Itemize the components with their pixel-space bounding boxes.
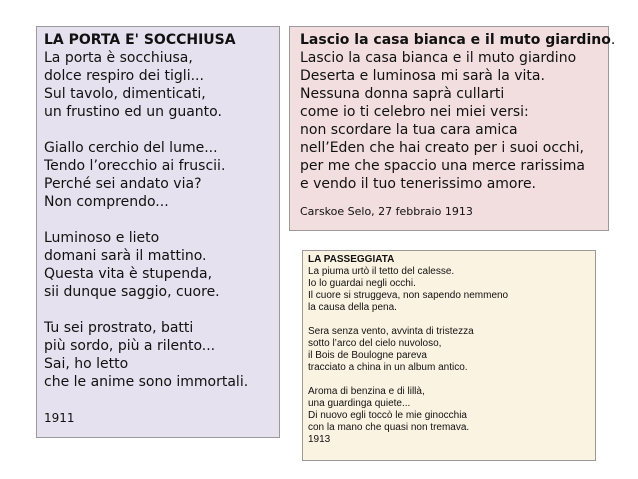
poem-card-passeggiata: [302, 250, 596, 461]
poem-line: Giallo cerchio del lume...: [44, 140, 218, 156]
poem-line: Non comprendo...: [44, 194, 169, 210]
poem-card-casa-bianca: [289, 26, 616, 231]
poem-line: più sordo, più a rilento...: [44, 338, 216, 354]
poem-stanza: [308, 266, 591, 314]
poem-line: Nessuna donna saprà cullarti: [300, 86, 505, 102]
poem-line: Tendo l’orecchio ai fruscii.: [44, 158, 226, 174]
poem-line: La piuma urtò il tetto del calesse.: [308, 266, 455, 277]
poem-stanza: [44, 49, 273, 121]
poem-line: Tu sei prostrato, batti: [44, 320, 194, 336]
poem-line: Perché sei andato via?: [44, 176, 202, 192]
poem-line: Sul tavolo, dimenticati,: [44, 86, 206, 102]
poem-line: un frustino ed un guanto.: [44, 104, 222, 120]
poem-line: La porta è socchiusa,: [44, 50, 193, 66]
poem-line: dolce respiro dei tigli...: [44, 68, 204, 84]
poem-title-row: [300, 31, 616, 49]
poem-line: Lascio la casa bianca e il muto giardino: [300, 50, 577, 66]
poem-line: una guardinga quiete...: [308, 398, 411, 409]
poem-line: la causa della pena.: [308, 302, 397, 313]
poem-stanza: [44, 319, 273, 391]
poem-line: come io ti celebro nei miei versi:: [300, 104, 529, 120]
poem-line: il Bois de Boulogne pareva: [308, 350, 427, 361]
poem-date: 1913: [308, 434, 331, 445]
poem-card-porta-socchiusa: [36, 26, 280, 438]
poem-line: Luminoso e lieto: [44, 230, 160, 246]
poem-line: Questa vita è stupenda,: [44, 266, 213, 282]
poem-title-period: .: [610, 32, 616, 48]
poem-line: Di nuovo egli toccò le mie ginocchia: [308, 410, 467, 421]
poem-stanza: [44, 139, 273, 211]
poem-line: domani sarà il mattino.: [44, 248, 207, 264]
poem-date: 1911: [44, 411, 75, 425]
poem-title: LA PORTA E' SOCCHIUSA: [44, 32, 236, 48]
poem-line: sotto l’arco del cielo nuvoloso,: [308, 338, 442, 349]
poem-line: Sera senza vento, avvinta di tristezza: [308, 326, 474, 337]
poem-line: Aroma di benzina e di lillà,: [308, 386, 425, 397]
poem-stanza: [308, 386, 591, 434]
poem-line: e vendo il tuo tenerissimo amore.: [300, 176, 537, 192]
poem-stanza: [44, 229, 273, 301]
poem-line: per me che spaccio una merce rarissima: [300, 158, 586, 174]
poem-line: Io lo guardai negli occhi.: [308, 278, 416, 289]
poem-line: che le anime sono immortali.: [44, 374, 249, 390]
poem-line: nell’Eden che hai creato per i suoi occhi,: [300, 140, 584, 156]
poem-date: Carskoe Selo, 27 febbraio 1913: [300, 205, 473, 218]
poem-line: Deserta e luminosa mi sarà la vita.: [300, 68, 545, 84]
poem-line: non scordare la tua cara amica: [300, 122, 518, 138]
poem-line: tracciato a china in un album antico.: [308, 362, 468, 373]
poem-stanza: [308, 326, 591, 374]
poem-line: sii dunque saggio, cuore.: [44, 284, 220, 300]
poem-title: Lascio la casa bianca e il muto giardino: [300, 32, 611, 48]
poem-line: con la mano che quasi non tremava.: [308, 422, 470, 433]
poem-line: Sai, ho letto: [44, 356, 129, 372]
poem-title: LA PASSEGGIATA: [308, 254, 395, 265]
poem-line: Il cuore si struggeva, non sapendo nemmeno: [308, 290, 509, 301]
